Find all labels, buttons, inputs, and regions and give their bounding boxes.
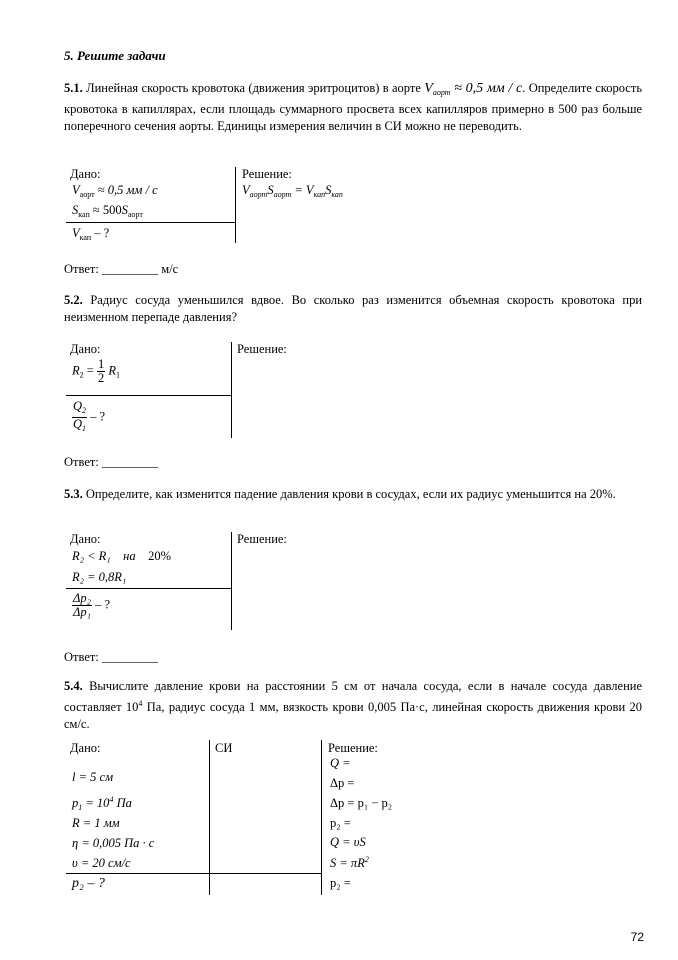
si-divider (321, 740, 322, 895)
solution-line-1: Q = (330, 756, 351, 770)
given-label: Дано: (70, 532, 101, 546)
given-s-kap: $S_{кап} \approx 500S_{аорт}$ (72, 203, 143, 219)
answer-5-2: Ответ: _________ (64, 455, 159, 469)
given-r: R = 1 мм (72, 816, 120, 830)
given-divider (235, 167, 236, 243)
problem-5-3-text: 5.3. Определите, как изменится падение давления крови в сосудах, если их радиус уменьшится на 20%. (64, 487, 616, 501)
solution-label: Решение: (242, 167, 292, 181)
solution-line-5: Q = υS (330, 835, 366, 849)
solution-line-3: Δp = p₁ − p₂ (330, 796, 393, 810)
given-v: υ = 20 см/с (72, 856, 131, 870)
given-underline (66, 588, 231, 589)
problem-number: 5.2. (64, 293, 83, 307)
page-number: 72 (630, 930, 644, 944)
section-title: 5. Решите задачи (64, 48, 166, 63)
given-divider (231, 342, 232, 438)
given-underline (66, 873, 321, 874)
given-r2-less: R₂ < R₁ на 20% (72, 549, 172, 563)
given-p1: $p_1 = 10^4$ Па (72, 795, 132, 812)
given-r2: $R_2$ = $\frac{1}{2}$ $R_1$ (72, 357, 120, 385)
given-underline (66, 222, 235, 223)
answer-5-3: Ответ: _________ (64, 650, 159, 664)
formula-v-aort: $V_{аорт} \approx 0,5$ мм / c (424, 81, 523, 97)
find-v-kap: $V_{кап}$ – ? (72, 226, 110, 242)
find-q-ratio: $\frac{Q_2}{Q_1}$ – ? (73, 399, 106, 433)
given-underline (66, 395, 231, 396)
solution-label: Решение: (237, 532, 287, 546)
answer-5-1: Ответ: _________ м/с (64, 262, 179, 276)
solution-label: Решение: (237, 342, 287, 356)
problem-5-4-text: 5.4. Вычислите давление крови на расстоянии 5 см от начала сосуда, если в начале сосуда давление составляет $10^4$ Па, радиус сосуда 1 мм, вязкость крови 0,005 Па·с, линейная скорость движения крови 20 см/с. (64, 679, 642, 731)
given-eta: η = 0,005 Па · с (72, 836, 155, 850)
find-p2: p₂ – ? (72, 876, 105, 891)
given-label: Дано: (70, 741, 101, 755)
problem-number: 5.4. (64, 679, 83, 693)
problem-number: 5.1. (64, 81, 83, 95)
given-r2-value: R₂ = 0,8R₁ (72, 570, 127, 584)
problem-number: 5.3. (64, 487, 83, 501)
solution-line-6: $S = \pi R^2$ (330, 855, 369, 870)
given-v-aort: $V_{аорт} \approx 0,5$ мм / c (72, 183, 158, 199)
find-dp-ratio: $\frac{\text{Δp₂}}{\text{Δp₁}}$ – ? (73, 591, 110, 619)
given-label: Дано: (70, 167, 101, 181)
given-label: Дано: (70, 342, 101, 356)
solution-label: Решение: (328, 741, 378, 755)
given-divider (231, 532, 232, 630)
solution-line-4: p₂ = (330, 816, 351, 830)
given-divider (209, 740, 210, 895)
problem-5-2-text: 5.2. Радиус сосуда уменьшился вдвое. Во сколько раз изменится объемная скорость кровотока при неизменном перепаде давления? (64, 293, 643, 324)
problem-5-1-text: 5.1. Линейная скорость кровотока (движения эритроцитов) в аорте $V_{аорт} \approx 0,5$ мм / c. Определите скорость кровотока в капиллярах, если площадь суммарного просвета всех капилляров примерно в 500 раз больше поперечного сечения аорты. Единицы измерения величин в СИ можно не переводить. (64, 81, 643, 133)
solution-line-7: p₂ = (330, 876, 351, 890)
si-label: СИ (215, 741, 233, 755)
solution-line-2: Δp = (330, 776, 355, 790)
solution-formula: $V_{аорт}S_{аорт} = V_{кап}S_{кап}$ (242, 183, 343, 199)
given-l: l = 5 см (72, 770, 114, 784)
